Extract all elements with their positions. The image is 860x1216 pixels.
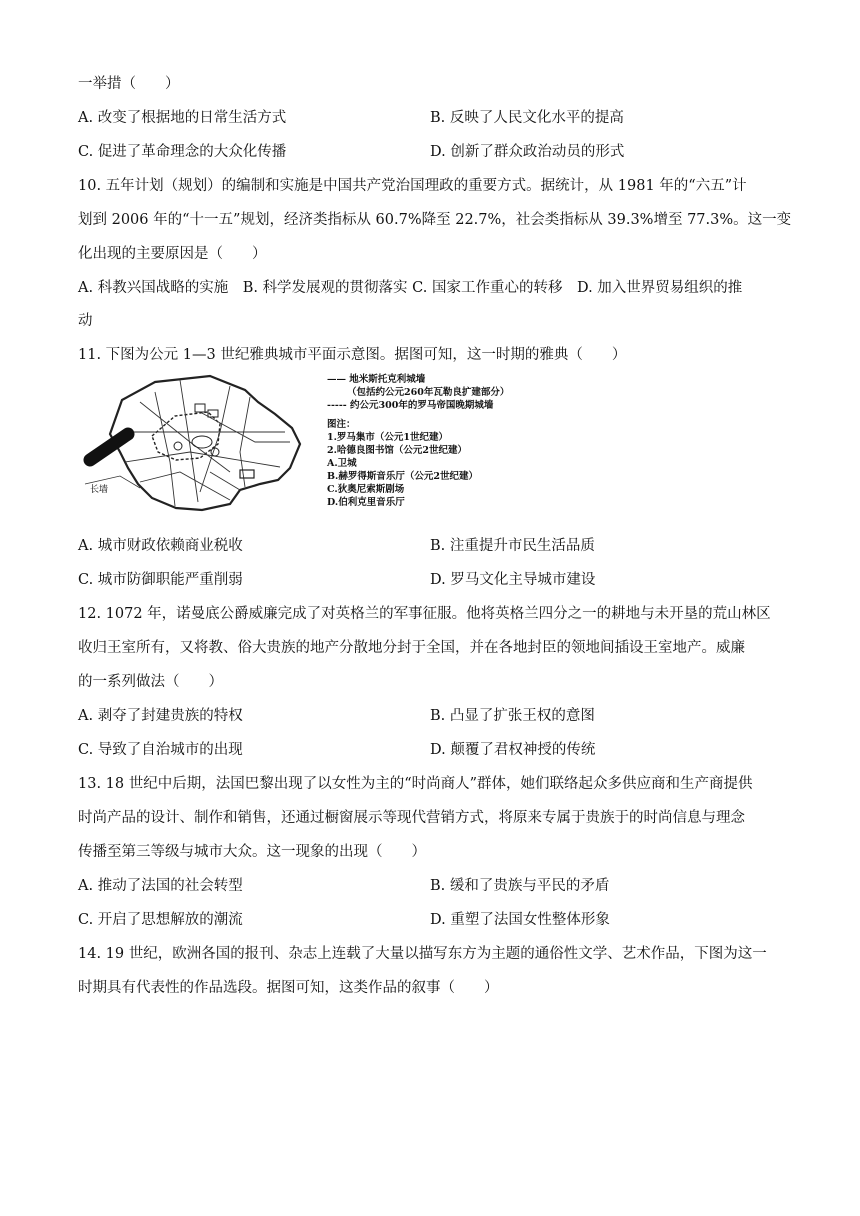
q9-option-c[interactable]: C. 促进了革命理念的大众化传播 xyxy=(78,144,287,160)
q13-option-c[interactable]: C. 开启了思想解放的潮流 xyxy=(78,912,243,928)
q12-stem-line2: 收归王室所有，又将教、俗大贵族的地产分散地分封于全国，并在各地封臣的领地间插设王室地产。威廉 xyxy=(78,640,745,656)
q11-option-a[interactable]: A. 城市财政依赖商业税收 xyxy=(78,538,243,554)
q13-stem-line3: 传播至第三等级与城市大众。这一现象的出现（ ） xyxy=(78,844,426,860)
legend-line-4: 1.罗马集市（公元1世纪建） xyxy=(327,432,449,443)
q13-stem-line2: 时尚产品的设计、制作和销售，还通过橱窗展示等现代营销方式，将原来专属于贵族于的时尚信息与理念 xyxy=(78,810,745,826)
q10-options-wrap: 动 xyxy=(78,313,93,329)
q10-options[interactable]: A. 科教兴国战略的实施 B. 科学发展观的贯彻落实 C. 国家工作重心的转移 D. 加入世界贸易组织的推 xyxy=(78,280,743,296)
q11-option-d[interactable]: D. 罗马文化主导城市建设 xyxy=(430,572,596,588)
q12-stem-line3: 的一系列做法（ ） xyxy=(78,674,223,690)
legend-line-1: （包括约公元260年瓦勒良扩建部分） xyxy=(347,387,510,398)
q14-stem-line1: 14. 19 世纪，欧洲各国的报刊、杂志上连载了大量以描写东方为主题的通俗性文学、艺术作品，下图为这一 xyxy=(78,946,767,962)
q12-stem-line1: 12. 1072 年，诺曼底公爵威廉完成了对英格兰的军事征服。他将英格兰四分之一的耕地与未开垦的荒山林区 xyxy=(78,606,771,622)
acropolis-marker xyxy=(192,436,212,448)
q10-stem-line3: 化出现的主要原因是（ ） xyxy=(78,246,267,262)
q14-stem-line2: 时期具有代表性的作品选段。据图可知，这类作品的叙事（ ） xyxy=(78,980,499,996)
q11-stem: 11. 下图为公元 1—3 世纪雅典城市平面示意图。据图可知，这一时期的雅典（ ） xyxy=(78,347,627,363)
q12-option-a[interactable]: A. 剥夺了封建贵族的特权 xyxy=(78,708,243,724)
q11-option-b[interactable]: B. 注重提升市民生活品质 xyxy=(430,538,595,554)
q9-option-d[interactable]: D. 创新了群众政治动员的形式 xyxy=(430,144,625,160)
q10-stem-line2: 划到 2006 年的“十一五”规划，经济类指标从 60.7%降至 22.7%，社会类指标从 39.3%增至 77.3%。这一变 xyxy=(78,212,792,228)
legend-line-3: 图注： xyxy=(327,419,356,430)
legend-line-0: —— 地米斯托克利城墙 xyxy=(327,374,426,385)
legend-line-9: D.伯利克里音乐厅 xyxy=(327,497,405,508)
legend-line-5: 2.哈德良图书馆（公元2世纪建） xyxy=(327,445,468,456)
q13-option-b[interactable]: B. 缓和了贵族与平民的矛盾 xyxy=(430,878,610,894)
map-legend xyxy=(327,373,509,509)
q11-option-c[interactable]: C. 城市防御职能严重削弱 xyxy=(78,572,243,588)
q12-option-c[interactable]: C. 导致了自治城市的出现 xyxy=(78,742,243,758)
q9-option-a[interactable]: A. 改变了根据地的日常生活方式 xyxy=(78,110,287,126)
street-network xyxy=(125,380,290,506)
q13-option-a[interactable]: A. 推动了法国的社会转型 xyxy=(78,878,243,894)
legend-line-2: ----- 约公元300年的罗马帝国晚期城墙 xyxy=(327,400,494,411)
q13-stem-line1: 13. 18 世纪中后期，法国巴黎出现了以女性为主的“时尚商人”群体，她们联络起众多供应商和生产商提供 xyxy=(78,776,753,792)
q9-stem-tail: 一举措（ ） xyxy=(78,76,180,92)
legend-line-7: B.赫罗得斯音乐厅（公元2世纪建） xyxy=(327,471,478,482)
legend-line-8: C.狄奥尼索斯剧场 xyxy=(327,484,405,495)
themistocles-wall xyxy=(110,376,300,510)
long-wall-label: 长墙 xyxy=(90,485,109,495)
roman-agora-marker xyxy=(195,404,205,412)
q13-option-d[interactable]: D. 重塑了法国女性整体形象 xyxy=(430,912,610,928)
legend-line-6: A.卫城 xyxy=(327,458,357,469)
odeon-pericles-marker xyxy=(240,470,254,478)
dionysus-theatre-marker xyxy=(211,448,219,456)
q9-option-b[interactable]: B. 反映了人民文化水平的提高 xyxy=(430,110,624,126)
q10-stem-line1: 10. 五年计划（规划）的编制和实施是中国共产党治国理政的重要方式。据统计，从 1981 年的“六五”计 xyxy=(78,178,747,194)
odeon-herodes-marker xyxy=(174,442,182,450)
athens-map-drawing xyxy=(80,372,325,522)
q12-option-b[interactable]: B. 凸显了扩张王权的意图 xyxy=(430,708,595,724)
q12-option-d[interactable]: D. 颠覆了君权神授的传统 xyxy=(430,742,596,758)
